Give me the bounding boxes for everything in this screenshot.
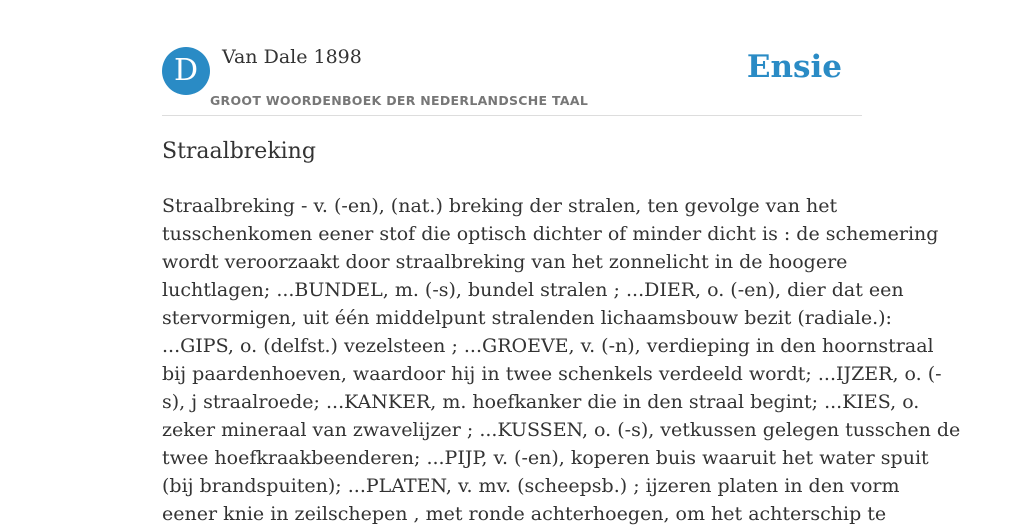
entry-line: bij paardenhoeven, waardoor hij in twee schenkels verdeeld wordt; ...IJZER, o. (- [162,363,942,385]
entry-line: wordt veroorzaakt door straalbreking van het zonnelicht in de hoogere [162,251,848,273]
header [162,46,862,116]
brand-logo[interactable]: Ensie [746,49,842,85]
entry-line: (bij brandspuiten); ...PLATEN, v. mv. (scheepsb.) ; ijzeren platen in den vorm [162,475,900,497]
entry-line: tusschenkomen eener stof die optisch dichter of minder dicht is : de schemering [162,223,939,245]
entry-line: Straalbreking - v. (-en), (nat.) breking der stralen, ten gevolge van het [162,195,838,217]
dictionary-logo[interactable]: D [162,47,210,95]
source-subtitle: GROOT WOORDENBOEK DER NEDERLANDSCHE TAAL [210,93,589,108]
entry-body [162,192,961,528]
entry-line: eener knie in zeilschepen , met ronde achterhoegen, om het achterschip te [162,503,887,525]
entry-line: ...GIPS, o. (delfst.) vezelsteen ; ...GROEVE, v. (-n), verdieping in den hoornstraal [162,335,934,357]
entry-line: zeker mineraal van zwavelijzer ; ...KUSSEN, o. (-s), vetkussen gelegen tusschen de [162,419,961,441]
entry-title: Straalbreking [162,139,316,164]
source-title[interactable]: Van Dale 1898 [222,46,362,68]
entry-line: luchtlagen; ...BUNDEL, m. (-s), bundel stralen ; ...DIER, o. (-en), dier dat een [162,279,904,301]
header-divider [162,115,862,116]
entry-line: s), j straalroede; ...KANKER, m. hoefkanker die in den straal begint; ...KIES, o. [162,391,920,413]
entry-line: twee hoefkraakbeenderen; ...PIJP, v. (-en), koperen buis waaruit het water spuit [162,447,929,469]
entry-line: stervormigen, uit één middelpunt stralenden lichaamsbouw bezit (radiale.): [162,307,892,329]
